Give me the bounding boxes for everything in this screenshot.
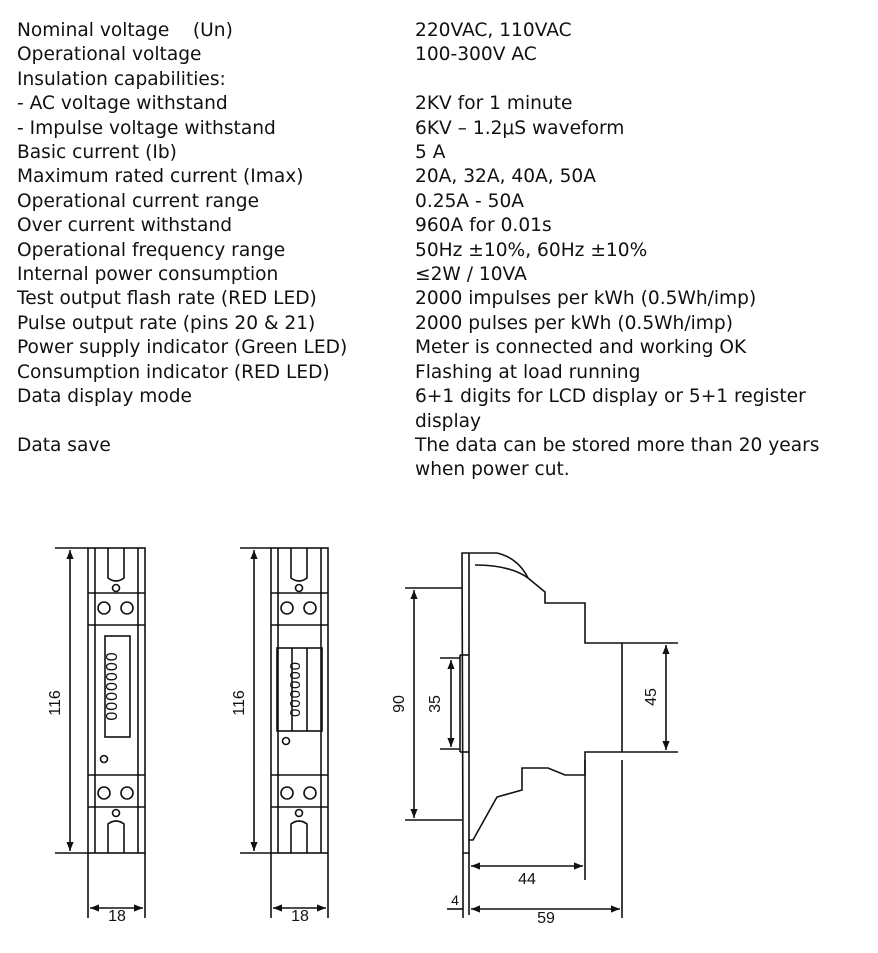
height-35-label: 35 — [427, 695, 444, 713]
spec-label: Data display mode — [17, 386, 192, 408]
spec-label: Operational current range — [17, 190, 260, 212]
spec-value-line: 2000 impulses per kWh (0.5Wh/imp) — [415, 288, 757, 310]
spec-label: Operational voltage — [17, 44, 202, 66]
spec-value-line: 100-300V AC — [415, 44, 537, 66]
depth-59-label: 59 — [537, 910, 555, 927]
spec-label: Over current withstand — [17, 215, 233, 237]
front-view-lcd — [47, 548, 145, 925]
height-45-label: 45 — [643, 688, 660, 706]
spec-value-line: when power cut. — [415, 459, 570, 481]
spec-label: Test output flash rate (RED LED) — [17, 288, 317, 310]
offset-4-label: 4 — [451, 892, 459, 908]
spec-value-line: display — [415, 410, 482, 432]
spec-label: Maximum rated current (Imax) — [17, 166, 304, 188]
spec-value-line: 6+1 digits for LCD display or 5+1 register — [415, 386, 806, 408]
spec-value-line: ≤2W / 10VA — [415, 264, 527, 286]
height-label: 116 — [47, 690, 64, 716]
spec-value-line: Meter is connected and working OK — [415, 337, 747, 359]
height-label: 116 — [231, 690, 248, 716]
spec-value-line: 220VAC, 110VAC — [415, 20, 572, 41]
spec-value-line: 0.25A - 50A — [415, 190, 525, 212]
spec-value-line: 2KV for 1 minute — [415, 93, 573, 115]
width-label: 18 — [291, 908, 309, 925]
spec-value-line: 6KV – 1.2μS waveform — [415, 117, 625, 139]
height-90-label: 90 — [391, 695, 408, 713]
spec-label: Pulse output rate (pins 20 & 21) — [17, 312, 316, 334]
spec-label: - Impulse voltage withstand — [17, 117, 276, 139]
spec-value-line: 2000 pulses per kWh (0.5Wh/imp) — [415, 312, 733, 334]
side-view — [391, 553, 678, 927]
spec-value-line: The data can be stored more than 20 years — [415, 434, 820, 456]
spec-label: - AC voltage withstand — [17, 93, 228, 115]
spec-label: Consumption indicator (RED LED) — [17, 361, 330, 383]
spec-value-line: 5 A — [415, 142, 446, 164]
spec-value-line: 50Hz ±10%, 60Hz ±10% — [415, 239, 648, 261]
spec-label: Power supply indicator (Green LED) — [17, 337, 348, 359]
spec-value-line: 20A, 32A, 40A, 50A — [415, 166, 596, 188]
front-view-register — [231, 548, 328, 925]
spec-label: Nominal voltage (Un) — [17, 20, 233, 41]
spec-value-line: Flashing at load running — [415, 361, 641, 383]
display-digits: 0000000 — [104, 651, 121, 721]
depth-44-label: 44 — [518, 871, 536, 888]
width-label: 18 — [108, 908, 126, 925]
spec-value-line: 960A for 0.01s — [415, 215, 552, 237]
spec-label: Operational frequency range — [17, 239, 286, 261]
spec-label: Data save — [17, 434, 111, 456]
display-digits: 000000 — [287, 660, 304, 718]
spec-label: Insulation capabilities: — [17, 68, 226, 90]
spec-label: Internal power consumption — [17, 264, 279, 286]
spec-label: Basic current (Ib) — [17, 142, 177, 164]
